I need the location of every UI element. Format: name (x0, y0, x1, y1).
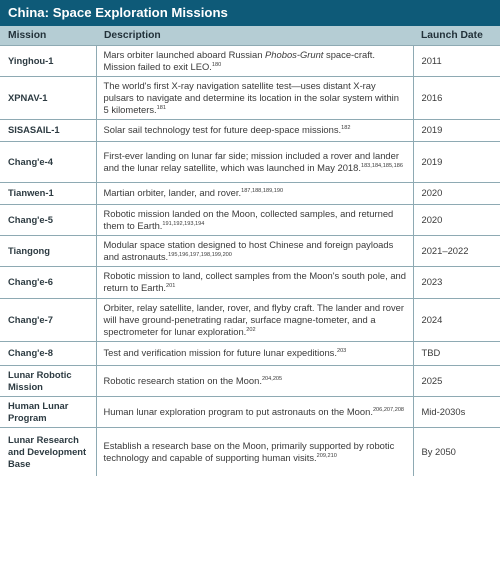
description-text: Test and verification mission for future lunar expeditions. (103, 347, 337, 359)
table-header-row (0, 26, 500, 45)
column-header-description: Description (96, 26, 413, 45)
footnote-references: 202 (246, 326, 256, 333)
footnote-references: 195,196,197,198,199,200 (168, 252, 232, 259)
footnote-references: 181 (156, 104, 166, 111)
launch-date: 2025 (413, 365, 500, 396)
footnote-references: 201 (166, 283, 176, 290)
launch-date: 2024 (413, 298, 500, 341)
mission-description (96, 76, 413, 119)
table-title: China: Space Exploration Missions (0, 0, 500, 26)
description-italic-text: Phobos-Grunt (265, 48, 324, 60)
mission-name: Chang'e-6 (0, 267, 96, 298)
launch-date: 2011 (413, 45, 500, 76)
mission-description (96, 428, 413, 476)
footnote-references: 204,205 (261, 375, 283, 382)
mission-name: Tianwen-1 (0, 182, 96, 204)
mission-name: SISASAIL-1 (0, 119, 96, 141)
launch-date: Mid-2030s (413, 397, 500, 428)
mission-description (96, 182, 413, 204)
table-row (0, 365, 500, 396)
description-text: Modular space station designed to host Chinese and foreign payloads and astronauts. (103, 239, 394, 263)
description-text: Establish a research base on the Moon, primarily supported by robotic technology and capable of supporting human visits. (103, 439, 395, 463)
table-row (0, 141, 500, 182)
description-text: Mars orbiter launched aboard Russian (103, 48, 266, 60)
table-row (0, 204, 500, 235)
table-row (0, 397, 500, 428)
table-row (0, 182, 500, 204)
launch-date: 2019 (413, 119, 500, 141)
mission-name: Lunar Research and Development Base (8, 433, 87, 469)
launch-date: 2016 (413, 76, 500, 119)
mission-name: Chang'e-8 (0, 341, 96, 365)
footnote-references: 180 (211, 61, 222, 68)
description-text: Orbiter, relay satellite, lander, rover, and flyby craft. The lander and rover will have ground-penetrating radar, surface magne-tometer, and a spectrometer for lunar exploration. (103, 301, 404, 337)
mission-name: Chang'e-5 (0, 204, 96, 235)
mission-name: XPNAV-1 (0, 76, 96, 119)
mission-description (96, 341, 413, 365)
table-row (0, 236, 500, 267)
launch-date: 2023 (413, 267, 500, 298)
mission-description (96, 397, 413, 428)
description-text: Robotic mission landed on the Moon, collected samples, and returned them to Earth. (103, 207, 394, 232)
table-row (0, 428, 500, 476)
launch-date: TBD (413, 341, 500, 365)
mission-description (96, 119, 413, 141)
mission-name: Tiangong (0, 236, 96, 267)
mission-description (96, 45, 413, 76)
column-header-mission: Mission (0, 26, 96, 45)
table-row (0, 267, 500, 298)
launch-date: By 2050 (421, 445, 456, 457)
missions-table (0, 26, 500, 476)
description-text: Human lunar exploration program to put astronauts on the Moon. (103, 406, 373, 418)
footnote-references: 191,192,193,194 (162, 220, 205, 227)
description-text: Robotic mission to land, collect samples from the Moon's south pole, and return to Earth. (103, 270, 406, 294)
description-text: Martian orbiter, lander, and rover. (103, 187, 242, 199)
mission-description (96, 204, 413, 235)
mission-name: Lunar Robotic Mission (0, 365, 96, 396)
launch-date: 2019 (413, 141, 500, 182)
mission-description (96, 267, 413, 298)
table-row (0, 76, 500, 119)
description-text: The world's first X-ray navigation satellite test—uses distant X-ray pulsars to navigate and determine its location in the solar system within 5 kilometers. (103, 79, 399, 115)
footnote-references: 182 (341, 125, 351, 132)
mission-description (96, 298, 413, 341)
launch-date: 2021–2022 (413, 236, 500, 267)
mission-name: Human Lunar Program (0, 397, 96, 428)
table-row (0, 298, 500, 341)
footnote-references: 203 (336, 348, 347, 355)
mission-name: Chang'e-4 (0, 141, 96, 182)
mission-description (96, 365, 413, 396)
footnote-references: 183,184,185,186 (360, 162, 403, 169)
description-text: Robotic research station on the Moon. (103, 374, 262, 386)
mission-name: Chang'e-7 (0, 298, 96, 341)
table-body (0, 45, 500, 476)
mission-name: Yinghou-1 (0, 45, 96, 76)
launch-date: 2020 (413, 204, 500, 235)
description-text: Solar sail technology test for future deep-space missions. (103, 124, 342, 136)
table-row (0, 341, 500, 365)
mission-description (96, 141, 413, 182)
description-text-continued: space-craft. Mission failed to exit LEO. (103, 48, 376, 72)
footnote-references: 187,188,189,190 (241, 188, 284, 195)
column-header-launch-date: Launch Date (413, 26, 500, 45)
footnote-references: 206,207,208 (372, 406, 405, 413)
launch-date: 2020 (413, 182, 500, 204)
table-row (0, 45, 500, 76)
description-text: First-ever landing on lunar far side; mission included a rover and lander and the lunar relay satellite, which was launched in May 2018. (103, 149, 399, 173)
table-row (0, 119, 500, 141)
mission-description (96, 236, 413, 267)
footnote-references: 209,210 (316, 452, 337, 459)
